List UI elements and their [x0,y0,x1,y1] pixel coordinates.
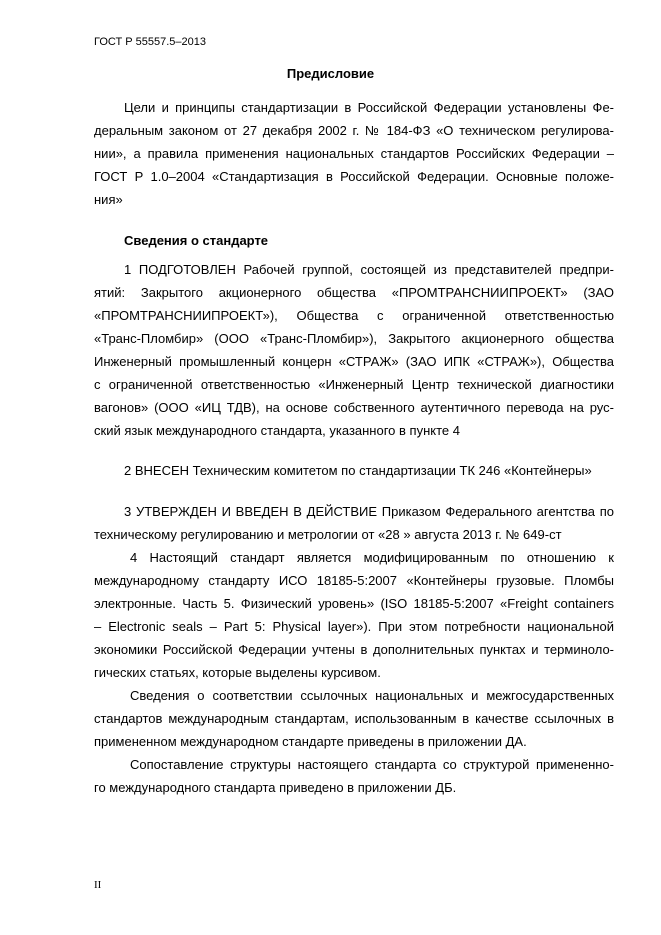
text-line: электронные. Часть 5. Физический уровень» (ISO 18185-5:2007 «Freight containers [94,596,614,611]
text-line: нии», а правила применения национальных стандартов Российских Федерации – [94,146,614,161]
text-line: 2 ВНЕСЕН Техническим комитетом по стандартизации ТК 246 «Контейнеры» [124,463,592,478]
page-number: II [94,879,102,891]
subsection-title: Сведения о стандарте [124,233,269,248]
text-line: примененном международном стандарте приведены в приложении ДА. [94,734,527,749]
text-line: 3 УТВЕРЖДЕН И ВВЕДЕН В ДЕЙСТВИЕ Приказом Федерального агентства по [124,504,614,519]
document-header: ГОСТ Р 55557.5–2013 [94,36,206,48]
text-line: техническому регулированию и метрологии от «28 » августа 2013 г. № 649-ст [94,527,562,542]
text-line: гических статьях, которые выделены курсивом. [94,665,381,680]
text-line: ГОСТ Р 1.0–2004 «Стандартизация в Российской Федерации. Основные положе- [94,169,614,184]
references-paragraph [94,684,614,753]
item-2-paragraph [94,459,614,482]
text-line: 4 Настоящий стандарт является модифицированным по отношению к [130,550,614,565]
item-1-paragraph [94,258,614,442]
text-line: с ограниченной ответственностью «Инженерный Центр технической диагностики [94,377,614,392]
structure-paragraph [94,753,614,799]
text-line: Цели и принципы стандартизации в Российской Федерации установлены Фе- [124,100,614,115]
text-line: 1 ПОДГОТОВЛЕН Рабочей группой, состоящей из представителей предпри- [124,262,614,277]
text-line: ятий: Закрытого акционерного общества «ПРОМТРАНСНИИПРОЕКТ» (ЗАО [94,285,614,300]
text-line: стандартов международным стандартам, использованным в качестве ссылочных в [94,711,614,726]
text-line: «Транс-Пломбир» (ООО «Транс-Пломбир»), Закрытого акционерного общества [94,331,614,346]
text-line: ский язык международного стандарта, указанного в пункте 4 [94,423,460,438]
text-line: деральным законом от 27 декабря 2002 г. № 184-ФЗ «О техническом регулирова- [94,123,614,138]
text-line: вагонов» (ООО «ИЦ ТДВ), на основе собственного аутентичного перевода на рус- [94,400,614,415]
section-title: Предисловие [286,66,375,81]
text-line: – Electronic seals – Part 5: Physical layer»). При этом потребности национальной [94,619,614,634]
text-line: Сопоставление структуры настоящего стандарта со структурой примененно- [130,757,614,772]
text-line: ния» [94,192,123,207]
text-line: международному стандарту ИСО 18185-5:2007 «Контейнеры грузовые. Пломбы [94,573,614,588]
text-line: го международного стандарта приведено в приложении ДБ. [94,780,457,795]
text-line: Инженерный промышленный концерн «СТРАЖ» (ЗАО ИПК «СТРАЖ»), Общества [94,354,614,369]
text-line: экономики Российской Федерации учтены в дополнительных пунктах и терминоло- [94,642,614,657]
item-3-paragraph [94,500,614,546]
intro-paragraph [94,96,614,211]
item-4-paragraph [94,546,614,684]
text-line: «ПРОМТРАНСНИИПРОЕКТ»), Общества с ограниченной ответственностью [94,308,614,323]
text-line: Сведения о соответствии ссылочных национальных и межгосударственных [130,688,614,703]
